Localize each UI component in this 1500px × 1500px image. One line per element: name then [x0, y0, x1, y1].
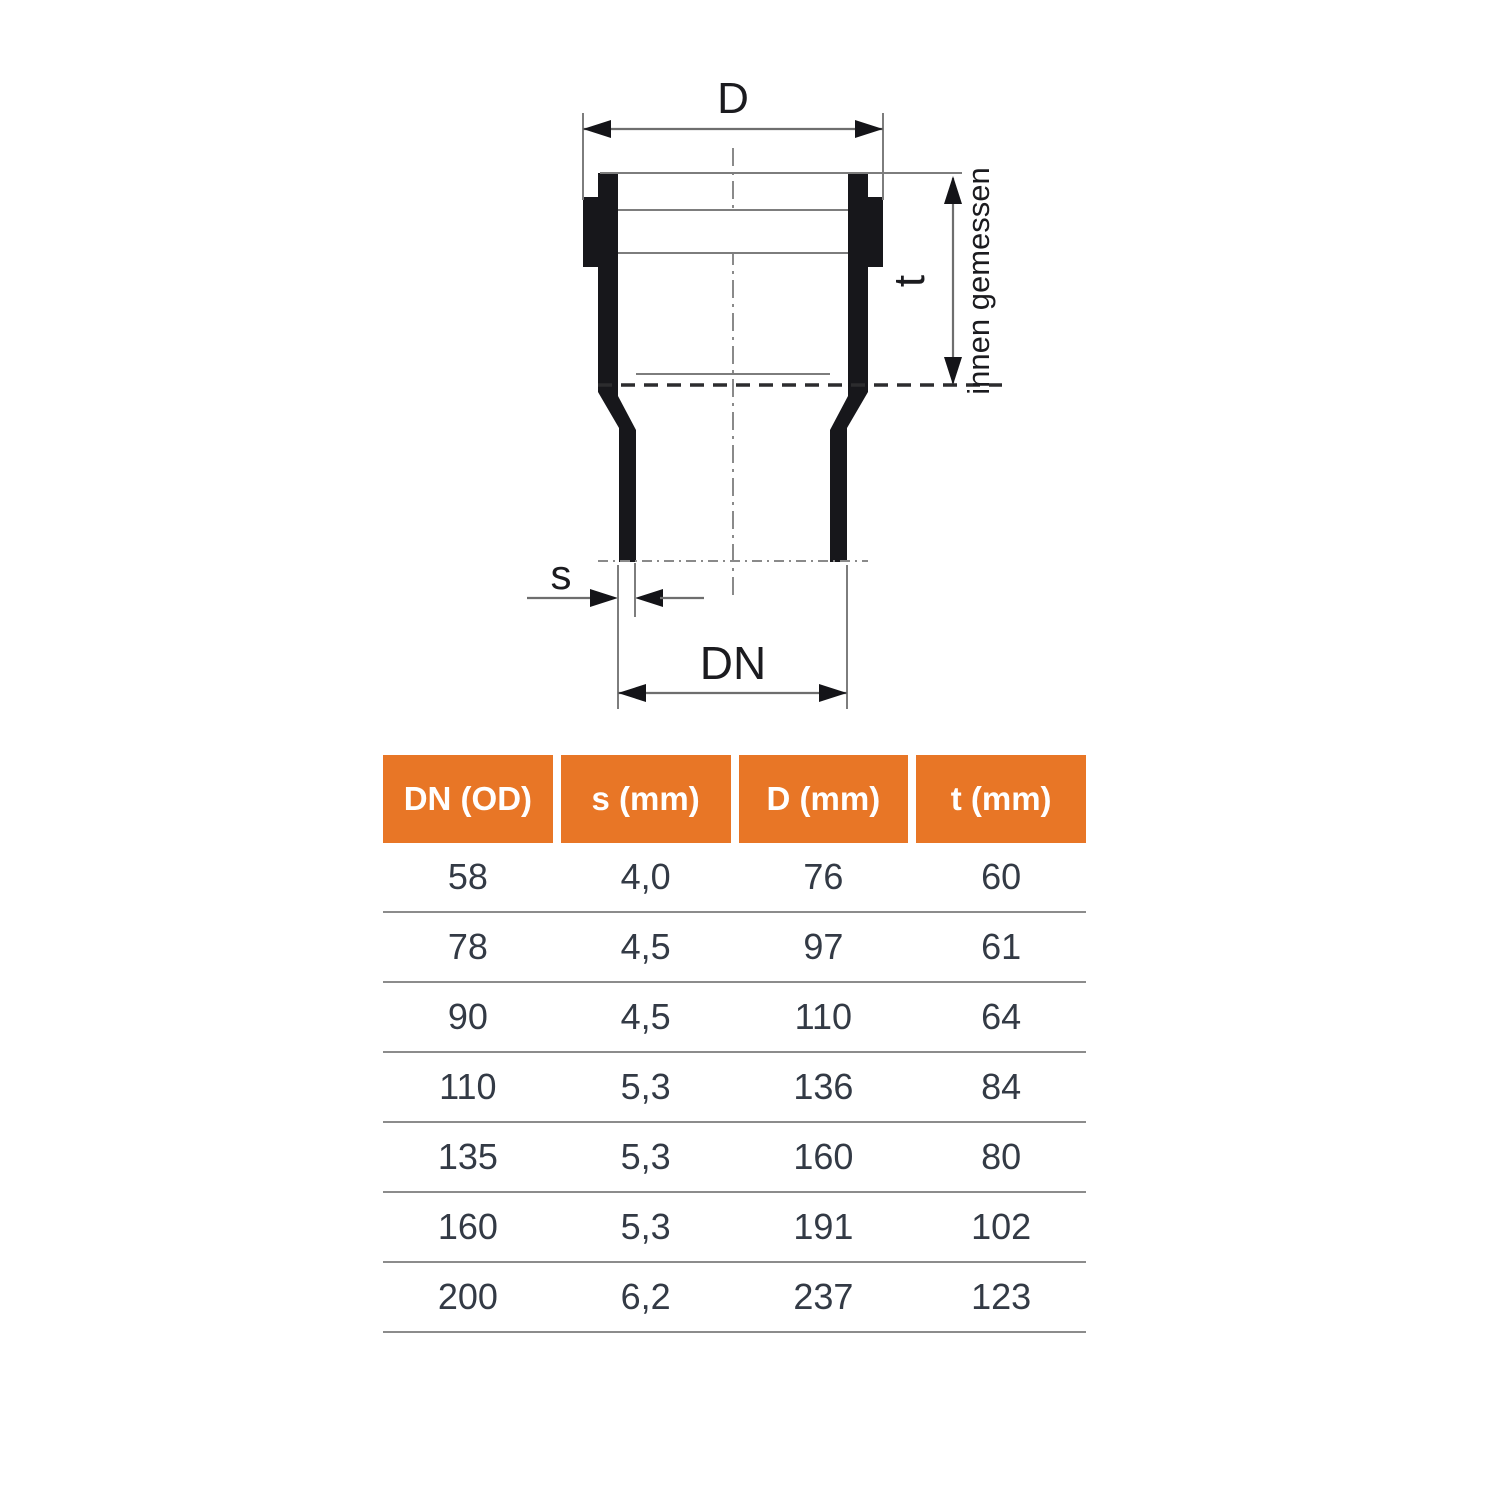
table-header-t: t (mm) [916, 755, 1086, 843]
cell-s: 6,2 [620, 1276, 671, 1317]
s-arrow-right [635, 589, 663, 607]
cell-dn: 160 [437, 1206, 498, 1247]
cell-s: 5,3 [620, 1136, 671, 1177]
cell-t: 84 [981, 1066, 1022, 1107]
inner-measured-note: innen gemessen [961, 167, 996, 395]
cell-dn: 58 [447, 856, 488, 897]
cell-t: 60 [981, 856, 1022, 897]
cell-d: 97 [803, 926, 844, 967]
table-header-dn: DN (OD) [383, 755, 553, 843]
cell-d: 110 [794, 996, 853, 1037]
table-row [383, 1263, 1086, 1333]
d-arrow-left [583, 120, 611, 138]
table-row [383, 983, 1086, 1053]
cell-t: 64 [981, 996, 1022, 1037]
dn-dimension-label: DN [699, 637, 767, 689]
cell-s: 5,3 [620, 1066, 671, 1107]
table-header-row [383, 755, 1086, 843]
s-dimension-label: s [550, 551, 572, 598]
d-arrow-right [855, 120, 883, 138]
cell-dn: 90 [447, 996, 488, 1037]
t-arrow-bottom [944, 357, 962, 385]
cell-d: 160 [793, 1136, 854, 1177]
dn-arrow-left [618, 684, 646, 702]
cell-s: 4,5 [620, 926, 671, 967]
dimension-table [383, 755, 1086, 1333]
cell-d: 76 [803, 856, 844, 897]
cell-dn: 110 [439, 1066, 497, 1107]
cell-t: 80 [981, 1136, 1022, 1177]
table-row [383, 843, 1086, 913]
cell-t: 102 [971, 1206, 1032, 1247]
cell-d: 136 [793, 1066, 854, 1107]
cell-dn: 135 [437, 1136, 498, 1177]
cell-s: 4,5 [620, 996, 671, 1037]
cell-t: 123 [971, 1276, 1032, 1317]
table-row [383, 1123, 1086, 1193]
cell-dn: 78 [447, 926, 488, 967]
cell-s: 5,3 [620, 1206, 671, 1247]
cell-d: 191 [793, 1206, 854, 1247]
cell-d: 237 [793, 1276, 854, 1317]
table-row [383, 1193, 1086, 1263]
s-arrow-left [590, 589, 618, 607]
table-row [383, 913, 1086, 983]
t-arrow-top [944, 176, 962, 204]
t-dimension-label: t [885, 274, 934, 288]
cell-t: 61 [981, 926, 1022, 967]
dn-arrow-right [819, 684, 847, 702]
seal-groove-band [618, 210, 848, 253]
cell-s: 4,0 [620, 856, 671, 897]
table-header-d: D (mm) [739, 755, 909, 843]
table-row [383, 1053, 1086, 1123]
cell-dn: 200 [437, 1276, 498, 1317]
table-header-s: s (mm) [561, 755, 731, 843]
d-dimension-label: D [717, 74, 749, 123]
